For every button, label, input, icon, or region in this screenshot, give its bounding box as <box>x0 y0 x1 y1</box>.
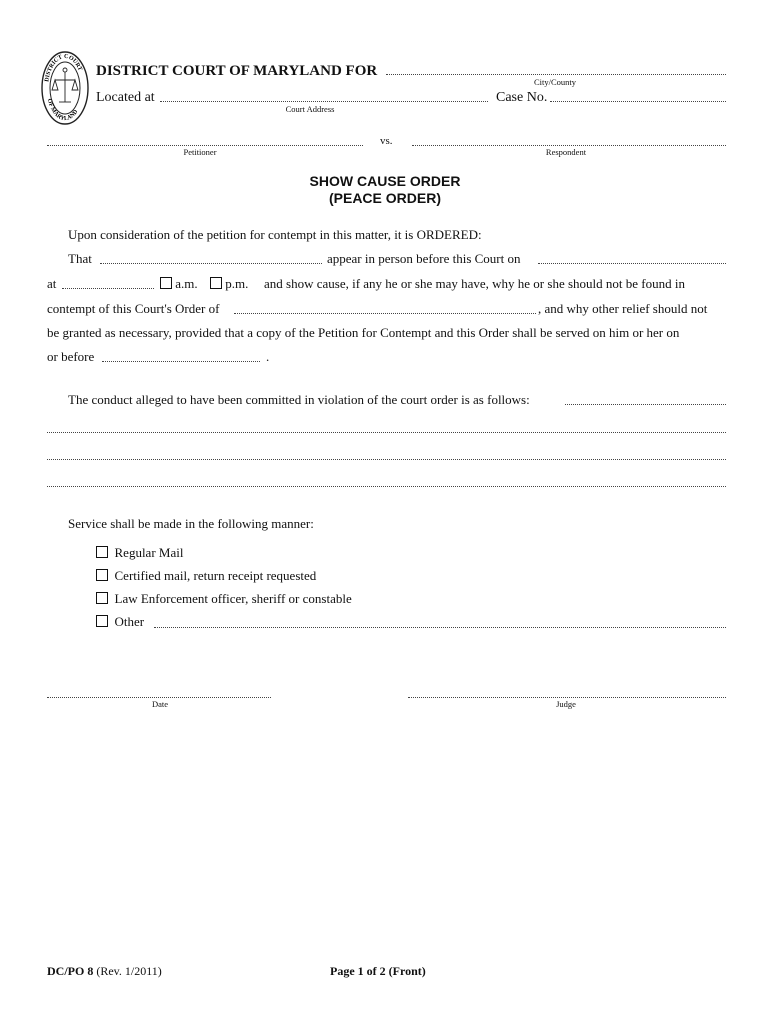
pm-checkbox[interactable] <box>210 277 222 289</box>
intro-text: Upon consideration of the petition for contempt in this matter, it is ORDERED: <box>68 227 482 242</box>
am-label: a.m. <box>175 276 198 291</box>
order-title: SHOW CAUSE ORDER <box>309 173 461 189</box>
form-revision: (Rev. 1/2011) <box>96 964 162 978</box>
am-option[interactable] <box>160 276 198 292</box>
hearing-date-field[interactable] <box>538 263 726 264</box>
that-label: That <box>68 251 92 266</box>
service-option-regular-mail[interactable] <box>96 545 183 561</box>
form-id <box>47 964 162 979</box>
period: . <box>266 349 270 364</box>
petitioner-field[interactable] <box>47 145 363 146</box>
law-enforcement-label: Law Enforcement officer, sheriff or constable <box>114 591 352 606</box>
city-county-caption: City/County <box>533 77 577 87</box>
conduct-text: The conduct alleged to have been committed in violation of the court order is as follows: <box>68 392 530 407</box>
case-no-field[interactable] <box>550 101 726 102</box>
regular-mail-checkbox[interactable] <box>96 546 108 558</box>
respondent-field[interactable] <box>412 145 726 146</box>
certified-mail-checkbox[interactable] <box>96 569 108 581</box>
appear-text: appear in person before this Court on <box>327 251 521 266</box>
order-date-field[interactable] <box>234 313 536 314</box>
other-checkbox[interactable] <box>96 615 108 627</box>
respondent-name-field[interactable] <box>100 263 322 264</box>
form-number: DC/PO 8 <box>47 964 94 978</box>
vs-label: vs. <box>380 135 393 147</box>
other-label: Other <box>114 614 145 629</box>
other-relief-text: , and why other relief should not <box>538 301 708 316</box>
service-option-certified-mail[interactable] <box>96 568 316 584</box>
service-heading: Service shall be made in the following manner: <box>68 516 314 531</box>
respondent-caption: Respondent <box>545 147 587 157</box>
other-service-field[interactable] <box>154 627 726 628</box>
date-caption: Date <box>151 699 169 709</box>
at-label: at <box>47 276 57 291</box>
show-cause-text: and show cause, if any he or she may have, why he or she should not be found in <box>264 276 685 291</box>
granted-text: be granted as necessary, provided that a copy of the Petition for Contempt and this Order shall be served on him or her on <box>47 325 680 340</box>
conduct-field-3[interactable] <box>47 459 726 460</box>
located-at-label: Located at <box>96 90 155 105</box>
court-title: DISTRICT COURT OF MARYLAND FOR <box>96 63 378 79</box>
court-address-caption: Court Address <box>285 104 335 114</box>
law-enforcement-checkbox[interactable] <box>96 592 108 604</box>
service-option-other[interactable] <box>96 614 144 630</box>
judge-caption: Judge <box>556 699 576 709</box>
pm-option[interactable] <box>210 276 248 292</box>
court-seal <box>40 50 90 126</box>
service-deadline-field[interactable] <box>102 361 260 362</box>
conduct-field-4[interactable] <box>47 486 726 487</box>
seal-top-text: DISTRICT COURT <box>44 53 83 83</box>
petitioner-caption: Petitioner <box>183 147 217 157</box>
regular-mail-label: Regular Mail <box>114 545 184 560</box>
conduct-field-2[interactable] <box>47 432 726 433</box>
court-address-field[interactable] <box>160 101 488 102</box>
case-no-label: Case No. <box>496 90 548 105</box>
contempt-text: contempt of this Court's Order of <box>47 301 220 316</box>
or-before-label: or before <box>47 349 95 364</box>
seal-bottom-text: OF MARYLAND <box>45 98 80 123</box>
page-indicator: Page 1 of 2 (Front) <box>330 964 426 978</box>
hearing-time-field[interactable] <box>62 288 154 289</box>
order-subtitle: (PEACE ORDER) <box>328 190 441 206</box>
pm-label: p.m. <box>225 276 249 291</box>
am-checkbox[interactable] <box>160 277 172 289</box>
scales-of-justice-icon <box>52 68 78 102</box>
certified-mail-label: Certified mail, return receipt requested <box>114 568 317 583</box>
conduct-field-1[interactable] <box>565 404 726 405</box>
city-county-field[interactable] <box>386 74 726 75</box>
judge-signature-field[interactable] <box>408 697 726 698</box>
service-option-law-enforcement[interactable] <box>96 591 352 607</box>
date-signature-field[interactable] <box>47 697 271 698</box>
